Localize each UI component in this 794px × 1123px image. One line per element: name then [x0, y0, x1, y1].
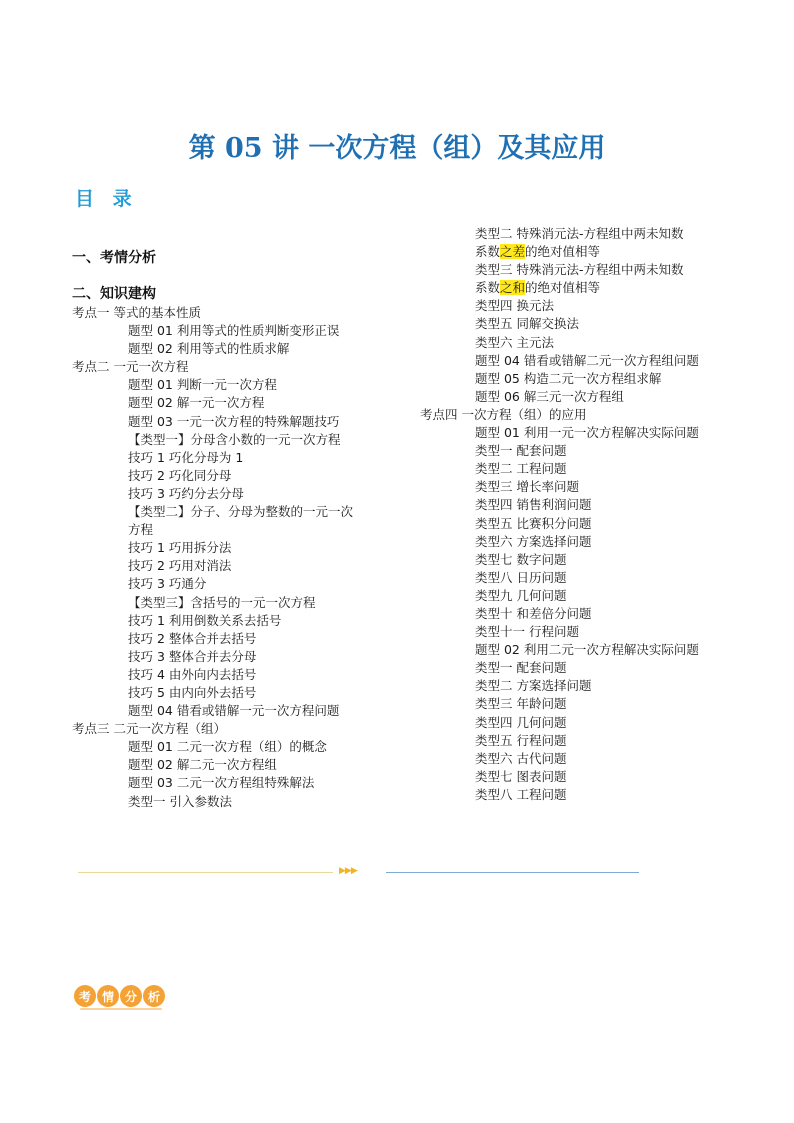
toc-right-column — [420, 225, 699, 804]
toc-entry[interactable]: 考点一 等式的基本性质 — [72, 305, 201, 320]
toc-entry[interactable]: 技巧 4 由外向内去括号 — [128, 666, 257, 682]
toc-entry[interactable]: 题型 02 利用等式的性质求解 — [128, 341, 290, 357]
toc-entry-text: 系数 — [475, 244, 501, 260]
toc-entry[interactable]: 技巧 3 整体合并去分母 — [128, 648, 257, 664]
divider-left — [78, 872, 333, 873]
toc-entry[interactable]: 类型八 日历问题 — [475, 569, 567, 585]
toc-entry[interactable]: 考点二 一元一次方程 — [72, 359, 189, 375]
toc-entry[interactable]: 题型 01 利用一元一次方程解决实际问题 — [475, 425, 699, 441]
arrows-icon: ▶▶▶ — [339, 866, 357, 876]
toc-entry[interactable]: 技巧 1 利用倒数关系去括号 — [128, 612, 282, 628]
badge-char: 情 — [97, 985, 119, 1007]
toc-entry-text: 的绝对值相等 — [525, 244, 601, 260]
toc-entry[interactable]: 类型五 行程问题 — [475, 732, 567, 748]
toc-entry[interactable]: 类型三 年龄问题 — [475, 696, 567, 712]
toc-entry[interactable]: 类型七 图表问题 — [475, 768, 567, 784]
toc-entry[interactable]: 类型六 古代问题 — [475, 750, 567, 766]
toc-entry[interactable]: 题型 06 解三元一次方程组 — [475, 388, 624, 404]
toc-entry[interactable]: 类型四 销售利润问题 — [475, 497, 592, 513]
toc-left-column — [72, 304, 353, 811]
toc-entry[interactable]: 类型一 引入参数法 — [128, 793, 232, 809]
toc-entry[interactable]: 题型 02 利用二元一次方程解决实际问题 — [475, 642, 699, 658]
toc-entry[interactable]: 【类型三】含括号的一元一次方程 — [128, 594, 316, 610]
toc-entry[interactable]: 类型十一 行程问题 — [475, 624, 579, 640]
toc-entry[interactable]: 类型八 工程问题 — [475, 786, 567, 802]
toc-entry[interactable]: 技巧 5 由内向外去括号 — [128, 684, 257, 700]
toc-heading: 目 录 — [75, 188, 138, 210]
toc-entry[interactable]: 技巧 1 巧用拆分法 — [128, 540, 232, 556]
toc-entry[interactable]: 题型 04 错看或错解二元一次方程组问题 — [475, 352, 699, 368]
toc-entry[interactable]: 类型一 配套问题 — [475, 660, 567, 676]
section-knowledge-heading[interactable]: 二、知识建构 — [72, 286, 156, 302]
analysis-badge — [74, 985, 165, 1007]
toc-entry[interactable]: 类型三 特殊消元法-方程组中两未知数 — [475, 262, 684, 278]
toc-entry[interactable]: 技巧 1 巧化分母为 1 — [128, 449, 244, 465]
toc-entry[interactable]: 类型一 配套问题 — [475, 443, 567, 459]
toc-entry[interactable]: 类型二 工程问题 — [475, 461, 567, 477]
toc-entry[interactable]: 考点三 二元一次方程（组） — [72, 721, 226, 737]
toc-entry[interactable]: 类型七 数字问题 — [475, 551, 567, 567]
toc-entry[interactable]: 类型五 同解交换法 — [475, 316, 579, 332]
toc-entry[interactable]: 类型五 比赛积分问题 — [475, 515, 592, 531]
toc-entry[interactable]: 题型 02 解二元一次方程组 — [128, 757, 277, 773]
toc-entry[interactable]: 类型四 几何问题 — [475, 714, 567, 730]
toc-entry[interactable]: 题型 03 二元一次方程组特殊解法 — [128, 775, 315, 791]
toc-entry[interactable]: 类型十 和差倍分问题 — [475, 605, 592, 621]
section-analysis-heading[interactable]: 一、考情分析 — [72, 250, 156, 266]
toc-entry[interactable]: 类型六 主元法 — [475, 334, 554, 350]
toc-entry[interactable]: 方程 — [128, 522, 154, 538]
highlighted-text: 之和 — [500, 280, 526, 296]
toc-entry[interactable]: 类型二 方案选择问题 — [475, 678, 592, 694]
toc-entry[interactable]: 题型 01 判断一元一次方程 — [128, 377, 277, 393]
badge-char: 析 — [143, 985, 165, 1007]
page-title: 第 05 讲 一次方程（组）及其应用 — [188, 133, 606, 164]
toc-entry[interactable]: 考点四 一次方程（组）的应用 — [420, 406, 587, 422]
badge-char: 考 — [74, 985, 96, 1007]
toc-entry[interactable]: 类型九 几何问题 — [475, 587, 567, 603]
toc-entry[interactable]: 【类型一】分母含小数的一元一次方程 — [128, 431, 341, 447]
toc-entry[interactable]: 技巧 2 巧化同分母 — [128, 467, 232, 483]
toc-entry[interactable]: 题型 01 二元一次方程（组）的概念 — [128, 739, 327, 755]
toc-entry[interactable]: 技巧 2 整体合并去括号 — [128, 630, 257, 646]
toc-entry[interactable]: 类型四 换元法 — [475, 298, 554, 314]
toc-entry[interactable] — [420, 243, 699, 261]
toc-entry[interactable]: 题型 04 错看或错解一元一次方程问题 — [128, 703, 340, 719]
toc-entry[interactable]: 题型 03 一元一次方程的特殊解题技巧 — [128, 413, 340, 429]
highlighted-text: 之差 — [500, 244, 526, 260]
toc-entry[interactable]: 技巧 3 巧通分 — [128, 576, 207, 592]
toc-entry[interactable] — [420, 279, 699, 297]
divider-right — [386, 872, 639, 873]
toc-entry[interactable]: 【类型二】分子、分母为整数的一元一次 — [128, 504, 354, 520]
toc-entry[interactable]: 题型 02 解一元一次方程 — [128, 395, 265, 411]
toc-entry[interactable]: 技巧 3 巧约分去分母 — [128, 485, 244, 501]
toc-entry[interactable]: 题型 05 构造二元一次方程组求解 — [475, 370, 662, 386]
badge-char: 分 — [120, 985, 142, 1007]
toc-entry[interactable]: 类型二 特殊消元法-方程组中两未知数 — [475, 226, 684, 241]
toc-entry[interactable]: 类型三 增长率问题 — [475, 479, 579, 495]
toc-entry-text: 的绝对值相等 — [525, 280, 601, 296]
badge-underline — [80, 1008, 162, 1010]
toc-entry[interactable]: 题型 01 利用等式的性质判断变形正误 — [128, 323, 340, 339]
toc-entry[interactable]: 技巧 2 巧用对消法 — [128, 558, 232, 574]
toc-entry-text: 系数 — [475, 280, 501, 296]
toc-entry[interactable]: 类型六 方案选择问题 — [475, 533, 592, 549]
